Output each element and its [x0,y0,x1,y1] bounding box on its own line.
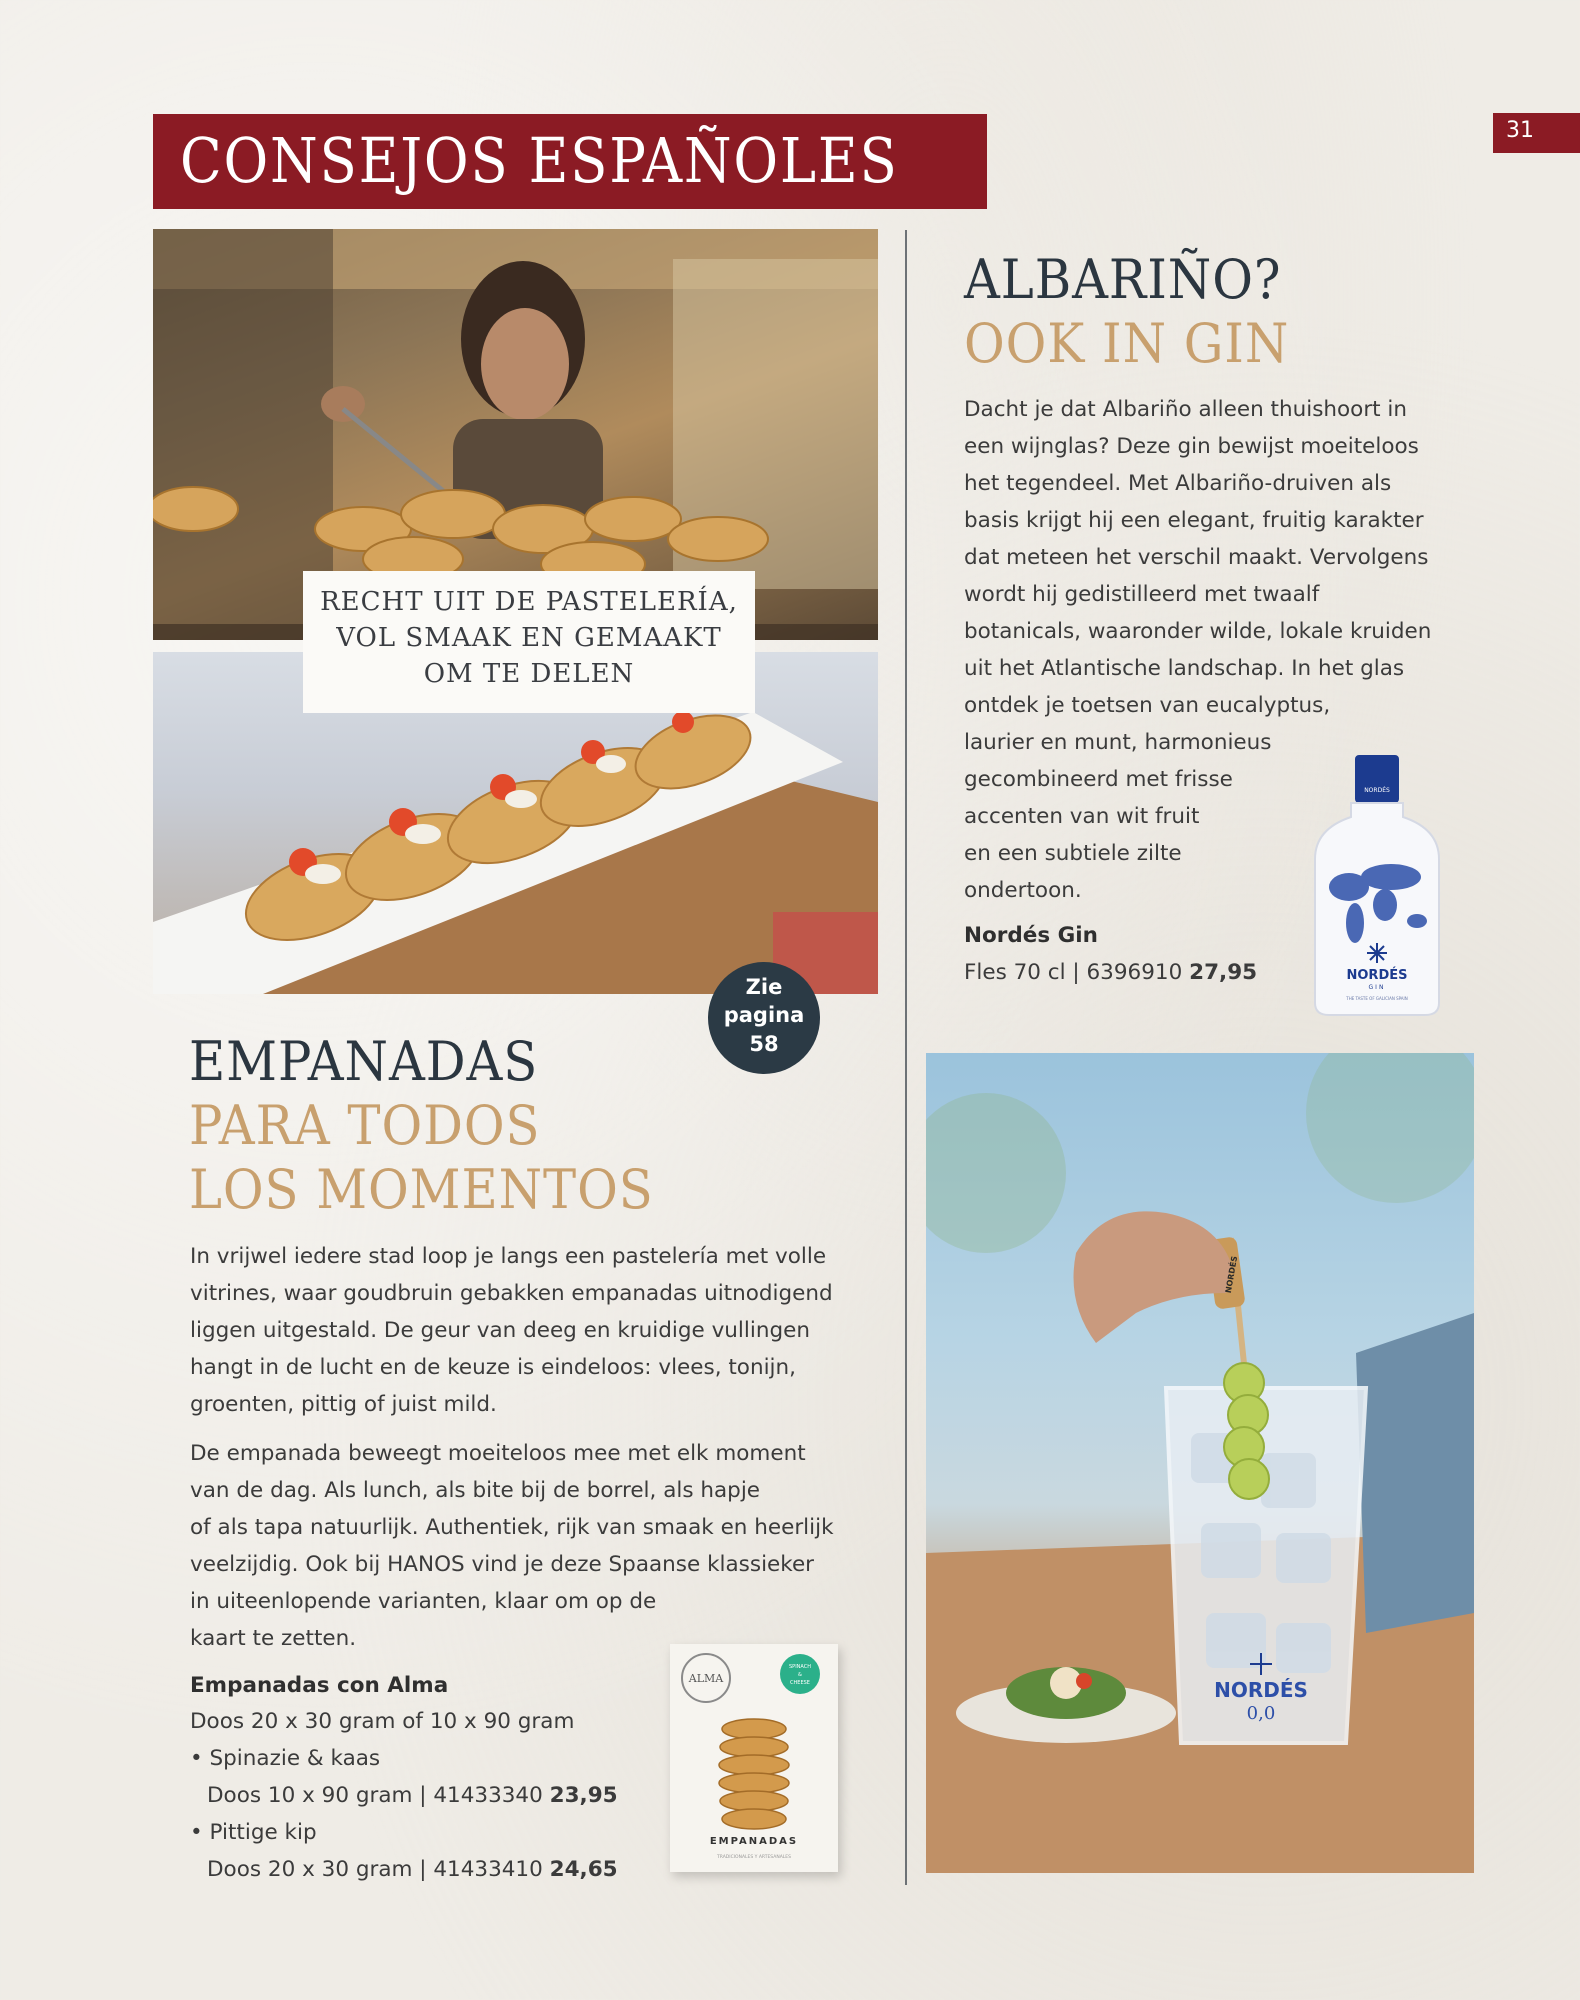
text-line: ondertoon. [964,878,1082,903]
text-line: Dacht je dat Albariño alleen thuishoort in [964,397,1408,422]
gin-tonic-photo [926,1053,1474,1873]
empanadas-subheading: LOS MOMENTOS [189,1158,654,1221]
variant-name: • Spinazie & kaas [190,1746,381,1771]
empanadas-heading: EMPANADAS [189,1030,539,1093]
empanadas-product-name: Empanadas con Alma [190,1673,449,1698]
variant-price: 24,65 [549,1857,618,1882]
gin-bottle-image [1313,755,1441,1020]
empanadas-product-desc: Doos 20 x 30 gram of 10 x 90 gram [190,1709,575,1734]
gin-heading: ALBARIÑO? [964,248,1282,311]
text-line: botanicals, waaronder wilde, lokale kruiden [964,619,1432,644]
text-line: gecombineerd met frisse [964,767,1233,792]
column-divider [905,230,907,1885]
variant-detail-text: Doos 20 x 30 gram | 41433410 [207,1857,543,1882]
variant-detail-text: Doos 10 x 90 gram | 41433340 [207,1783,543,1808]
text-line: liggen uitgestald. De geur van deeg en kruidige vullingen [190,1318,810,1343]
text-line: het tegendeel. Met Albariño-druiven als [964,471,1392,496]
gin-detail-text: Fles 70 cl | 6396910 [964,960,1183,985]
caption-line: VOL SMAAK EN GEMAAKT [336,623,722,653]
box-badge-text: SPINACH [789,1664,811,1670]
page-ref-text: Zie [745,975,783,999]
caption-line: RECHT UIT DE PASTELERÍA, [320,587,738,617]
text-line: groenten, pittig of juist mild. [190,1392,497,1417]
text-line: basis krijgt hij een elegant, fruitig karakter [964,508,1424,533]
bottle-tagline: THE TASTE OF GALICIAN SPAIN [1346,996,1408,1001]
page-number: 31 [1506,118,1534,143]
bottle-sub: GIN [1368,984,1386,991]
variant-price: 23,95 [549,1783,618,1808]
text-line: en een subtiele zilte [964,841,1182,866]
page-title: CONSEJOS ESPAÑOLES [180,124,899,197]
gin-price: 27,95 [1189,960,1258,985]
empanadas-paragraph-1 [190,1238,890,1423]
box-brand: ALMA [688,1672,724,1685]
page-reference-badge[interactable] [708,962,820,1074]
text-line: hangt in de lucht en de keuze is eindeloos: vlees, tonijn, [190,1355,796,1380]
text-line: laurier en munt, harmonieus [964,730,1272,755]
text-line: accenten van wit fruit [964,804,1200,829]
gin-subheading: OOK IN GIN [964,312,1290,375]
box-badge-text: CHEESE [790,1680,810,1686]
text-line: vitrines, waar goudbruin gebakken empanadas uitnodigend [190,1281,833,1306]
page-ref-text: pagina [723,1003,805,1027]
text-line: De empanada beweegt moeiteloos mee met elk moment [190,1441,806,1466]
box-badge-text: & [798,1672,802,1678]
text-line: dat meteen het verschil maakt. Vervolgens [964,545,1429,570]
variant-detail [207,1783,618,1808]
text-line: kaart te zetten. [190,1626,357,1651]
text-line: of als tapa natuurlijk. Authentiek, rijk van smaak en heerlijk [190,1515,834,1540]
variant-name: • Pittige kip [190,1820,317,1845]
empanadas-product-box [670,1644,838,1872]
text-line: In vrijwel iedere stad loop je langs een pastelería met volle [190,1244,827,1269]
text-line: veelzijdig. Ook bij HANOS vind je deze Spaanse klassieker [190,1552,815,1577]
bottle-brand: NORDÉS [1346,968,1408,983]
text-line: een wijnglas? Deze gin bewijst moeiteloos [964,434,1419,459]
empanadas-subheading: PARA TODOS [189,1094,541,1157]
gin-product-detail [964,960,1257,985]
text-line: in uiteenlopende varianten, klaar om op de [190,1589,657,1614]
text-line: ontdek je toetsen van eucalyptus, [964,693,1331,718]
glass-brand: NORDÉS [1214,1678,1308,1702]
variant-detail [207,1857,618,1882]
glass-sub: 0,0 [1246,1703,1276,1724]
skewer-label: NORDÉS [1223,1255,1240,1294]
page-ref-text: 58 [749,1032,779,1056]
empanadas-paragraph-2 [190,1435,890,1657]
text-line: van de dag. Als lunch, als bite bij de borrel, als hapje [190,1478,761,1503]
gin-product-name: Nordés Gin [964,923,1098,948]
photo-caption-box [303,571,755,713]
box-sublabel: TRADICIONALES Y ARTESANALES [717,1855,791,1860]
caption-line: OM TE DELEN [423,659,635,689]
box-label: EMPANADAS [709,1836,799,1847]
text-line: uit het Atlantische landschap. In het glas [964,656,1405,681]
text-line: wordt hij gedistilleerd met twaalf [964,582,1320,607]
bottle-cap-label: NORDÉS [1364,787,1390,794]
